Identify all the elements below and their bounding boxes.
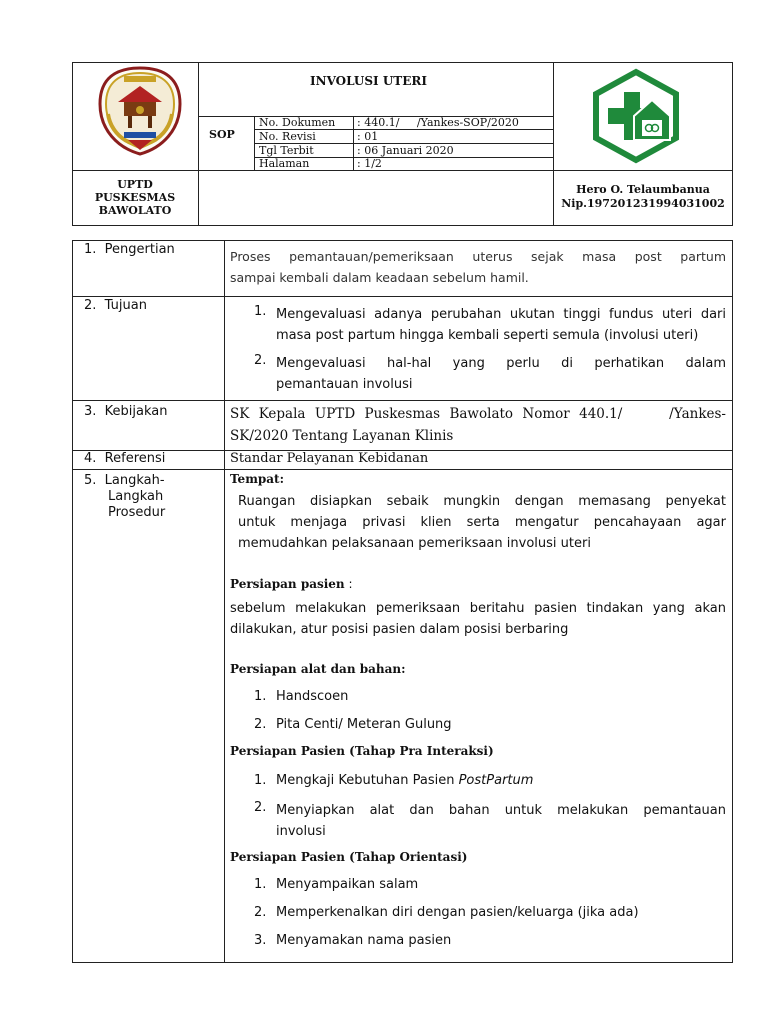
kebijakan-text: SK Kepala UPTD Puskesmas Bawolato Nomor 440.1/ /Yankes- SK/2020 Tentang Layanan Klinis bbox=[230, 406, 726, 444]
pengertian-text: Proses pemantauan/pemeriksaan uterus sejak masa post partum sampai kembali dalam keadaan sebelum hamil. bbox=[230, 249, 726, 285]
persiapan-pasien-heading: Persiapan pasien : bbox=[230, 577, 353, 591]
section-label-referensi: 4. Referensi bbox=[84, 451, 166, 466]
list-item: Mengevaluasi adanya perubahan ukutan tinggi fundus uteri dari masa post partum hingga kembali seperti semula (involusi uteri) bbox=[276, 307, 726, 343]
meta-value: : 440.1/ /Yankes-SOP/2020 bbox=[357, 116, 519, 129]
section-label-prosedur: 5. Langkah- Langkah Prosedur bbox=[84, 473, 166, 520]
meta-label: No. Revisi bbox=[259, 130, 316, 143]
list-item: Mengevaluasi hal-hal yang perlu di perhatikan dalam pemantauan involusi bbox=[276, 356, 726, 392]
list-number: 1. bbox=[254, 304, 267, 319]
list-number: 2. bbox=[254, 905, 267, 920]
meta-value: : 06 Januari 2020 bbox=[357, 144, 454, 157]
signer-block bbox=[554, 183, 732, 211]
list-item: Handscoen bbox=[276, 689, 349, 704]
signer-name: Hero O. Telaumbanua bbox=[576, 183, 710, 196]
referensi-text: Standar Pelayanan Kebidanan bbox=[230, 451, 429, 466]
list-number: 2. bbox=[254, 717, 267, 732]
list-item: Mengkaji Kebutuhan Pasien PostPartum bbox=[276, 773, 534, 788]
section-label-tujuan: 2. Tujuan bbox=[84, 298, 147, 313]
meta-label: Tgl Terbit bbox=[259, 144, 314, 157]
section-label-kebijakan: 3. Kebijakan bbox=[84, 404, 168, 419]
list-number: 1. bbox=[254, 773, 267, 788]
meta-label: Halaman bbox=[259, 157, 310, 170]
regional-emblem-logo bbox=[94, 64, 186, 156]
pra-interaksi-heading: Persiapan Pasien (Tahap Pra Interaksi) bbox=[230, 744, 494, 758]
list-number: 1. bbox=[254, 689, 267, 704]
sop-label: SOP bbox=[209, 128, 235, 141]
section-label-pengertian: 1. Pengertian bbox=[84, 242, 175, 257]
list-item: Menyamakan nama pasien bbox=[276, 933, 452, 948]
list-number: 2. bbox=[254, 353, 267, 368]
orientasi-heading: Persiapan Pasien (Tahap Orientasi) bbox=[230, 850, 468, 864]
list-item: Menyampaikan salam bbox=[276, 877, 419, 892]
tempat-heading: Tempat: bbox=[230, 472, 285, 486]
list-item: Memperkenalkan diri dengan pasien/keluarga (jika ada) bbox=[276, 905, 639, 920]
organization-name: UPTD PUSKESMAS BAWOLATO bbox=[94, 178, 176, 217]
list-number: 3. bbox=[254, 933, 267, 948]
signer-nip: Nip.197201231994031002 bbox=[561, 197, 725, 210]
alat-heading: Persiapan alat dan bahan: bbox=[230, 662, 406, 676]
list-item: Menyiapkan alat dan bahan untuk melakukan pemantauan involusi bbox=[276, 803, 726, 839]
puskesmas-logo bbox=[590, 68, 682, 164]
tempat-text: Ruangan disiapkan sebaik mungkin dengan memasang penyekat untuk menjaga privasi klien serta mengatur pencahayaan agar memudahkan pelaksanaan pemeriksaan involusi uteri bbox=[238, 494, 726, 551]
list-number: 2. bbox=[254, 800, 267, 815]
meta-value: : 01 bbox=[357, 130, 379, 143]
list-number: 1. bbox=[254, 877, 267, 892]
list-item: Pita Centi/ Meteran Gulung bbox=[276, 717, 452, 732]
meta-label: No. Dokumen bbox=[259, 116, 336, 129]
meta-value: : 1/2 bbox=[357, 157, 382, 170]
persiapan-pasien-text: sebelum melakukan pemeriksaan beritahu pasien tindakan yang akan dilakukan, atur posisi pasien dalam posisi berbaring bbox=[230, 601, 726, 637]
document-title: INVOLUSI UTERI bbox=[310, 74, 427, 88]
